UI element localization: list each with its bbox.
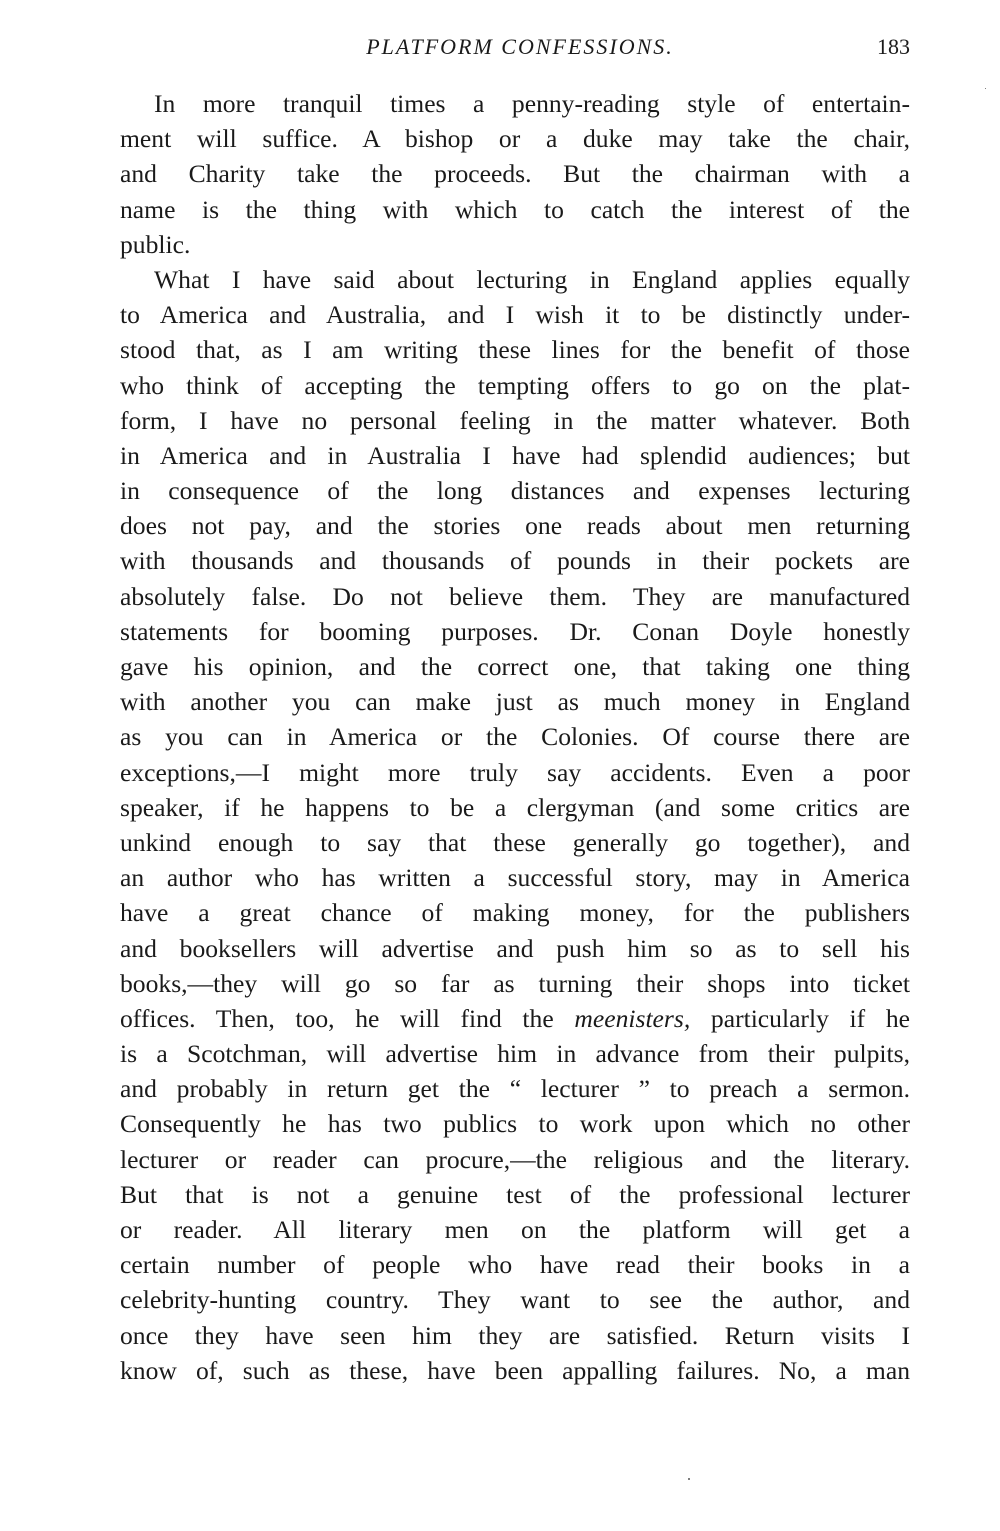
page-number: 183 [877,34,910,59]
text-line: certain number of people who have read their books in a [120,1250,910,1280]
running-title: PLATFORM CONFESSIONS. [366,34,674,59]
text-line: and probably in return get the “ lecturer ” to preach a sermon. [120,1074,910,1104]
text-line: as you can in America or the Colonies. Of course there are [120,722,910,752]
text-fragment: offices. Then, too, he will find the [120,1003,575,1033]
text-line: once they have seen him they are satisfied. Return visits I [120,1320,910,1350]
text-line: But that is not a genuine test of the professional lecturer [120,1179,910,1209]
text-line: speaker, if he happens to be a clergyman (and some critics are [120,792,910,822]
text-line: What I have said about lecturing in England applies equally [154,264,910,294]
text-line: or reader. All literary men on the platform will get a [120,1215,910,1244]
text-line: in consequence of the long distances and expenses lecturing [120,476,910,506]
text-line: lecturer or reader can procure,—the religious and the literary. [120,1144,910,1174]
text-line-with-italic [120,1001,910,1036]
text-line: In more tranquil times a penny-reading style of entertain- [154,89,910,118]
text-line: exceptions,—I might more truly say accidents. Even a poor [120,757,910,787]
text-line: to America and Australia, and I wish it to be distinctly under- [120,300,910,330]
text-line: and Charity take the proceeds. But the chairman with a [120,159,910,189]
text-line: statements for booming purposes. Dr. Conan Doyle honestly [120,616,910,646]
text-line: Consequently he has two publics to work upon which no other [120,1109,910,1139]
text-line: unkind enough to say that these generally go together), and [120,827,910,857]
text-line: absolutely false. Do not believe them. They are manufactured [120,581,910,611]
text-line: know of, such as these, have been appalling failures. No, a man [120,1355,910,1385]
text-line: books,—they will go so far as turning their shops into ticket [120,968,910,998]
text-line: does not pay, and the stories one reads about men returning [120,511,910,541]
print-speck [688,1478,690,1480]
text-line: form, I have no personal feeling in the matter whatever. Both [120,405,910,435]
text-line: is a Scotchman, will advertise him in advance from their pulpits, [120,1039,910,1069]
text-line: ment will suffice. A bishop or a duke may take the chair, [120,124,910,154]
text-line: name is the thing with which to catch the interest of the [120,194,910,224]
text-line: an author who has written a successful story, may in America [120,863,910,893]
text-fragment: particularly if he [690,1003,910,1033]
text-line: stood that, as I am writing these lines for the benefit of those [120,335,910,365]
text-line: in America and in Australia I have had splendid audiences; but [120,440,910,470]
running-head [120,30,910,64]
italic-word: meenisters, [574,1003,691,1033]
text-line: public. [120,229,191,259]
text-line: gave his opinion, and the correct one, that taking one thing [120,652,910,681]
text-line: with thousands and thousands of pounds in their pockets are [120,546,910,576]
text-line: with another you can make just as much money in England [120,687,910,717]
body-text [120,86,910,1388]
text-line: celebrity-hunting country. They want to see the author, and [120,1285,910,1315]
text-line: who think of accepting the tempting offers to go on the plat- [120,370,910,400]
print-speck [985,88,986,89]
text-line: and booksellers will advertise and push him so as to sell his [120,933,910,963]
text-line: have a great chance of making money, for the publishers [120,898,910,928]
